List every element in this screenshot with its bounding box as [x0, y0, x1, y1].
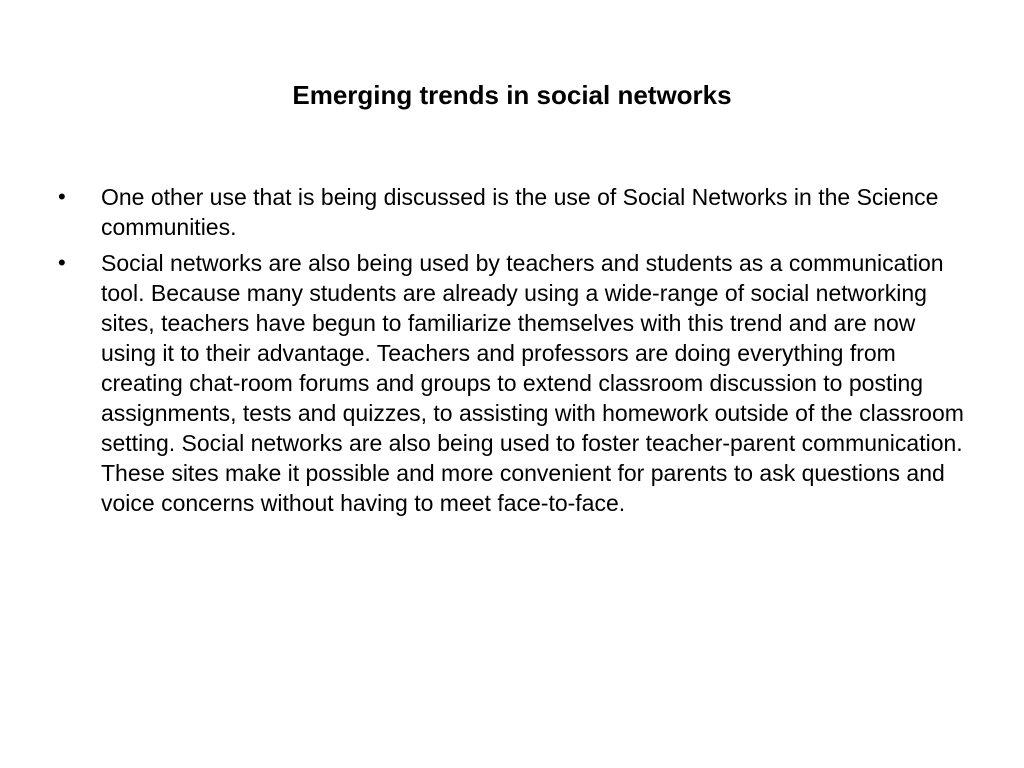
bullet-item-science-communities [58, 182, 970, 242]
bullet-list [58, 182, 970, 524]
bullet-icon: • [58, 250, 66, 275]
bullet-text: One other use that is being discussed is the use of Social Networks in the Science communities. [101, 184, 939, 240]
bullet-text: Social networks are also being used by teachers and students as a communication tool. Because many students are already using a wide-range of social networking sites, teachers have begun to familiarize themselves with this trend and are now using it to their advantage. Teachers and professors are doing everything from creating chat-room forums and groups to extend classroom discussion to posting assignments, tests and quizzes, to assisting with homework outside of the classroom setting. Social networks are also being used to foster teacher-parent communication. These sites make it possible and more convenient for parents to ask questions and voice concerns without having to meet face-to-face. [101, 250, 964, 516]
bullet-icon: • [58, 184, 66, 209]
slide-title: Emerging trends in social networks [292, 80, 732, 110]
bullet-item-teachers-students [58, 248, 970, 518]
